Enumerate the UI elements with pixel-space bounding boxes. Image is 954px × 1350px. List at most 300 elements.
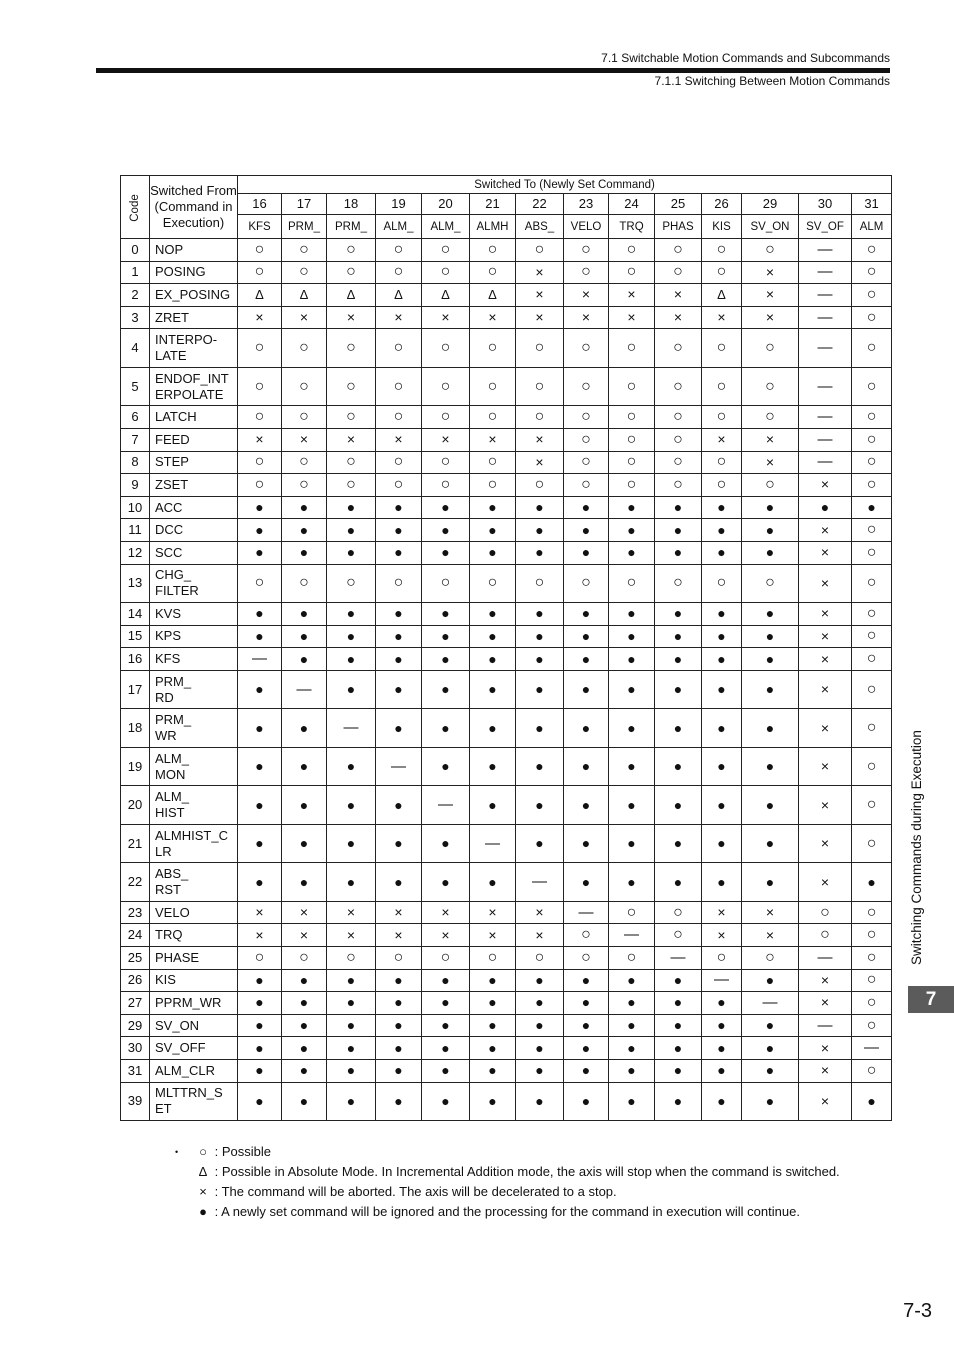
- filled-circle-icon: ●: [627, 796, 636, 813]
- possible-circle-icon: ○: [299, 453, 309, 471]
- table-cell: [422, 648, 470, 671]
- table-cell: [655, 625, 702, 648]
- table-cell: [852, 541, 892, 564]
- table-cell: [470, 625, 516, 648]
- table-cell: [609, 428, 655, 451]
- table-cell: [852, 969, 892, 992]
- table-cell: [852, 1082, 892, 1121]
- table-cell: [327, 924, 376, 947]
- cross-icon: ×: [535, 453, 544, 470]
- filled-circle-icon: ●: [394, 796, 403, 813]
- table-cell: [327, 1037, 376, 1060]
- table-cell: [852, 824, 892, 863]
- table-cell: [282, 428, 327, 451]
- table-cell: [799, 947, 852, 970]
- possible-circle-icon: ○: [581, 240, 591, 258]
- cross-icon: ×: [488, 904, 497, 921]
- filled-circle-icon: ●: [488, 873, 497, 890]
- filled-circle-icon: ●: [535, 521, 544, 538]
- to-name-header: ALMH: [470, 215, 516, 239]
- filled-circle-icon: ●: [581, 994, 591, 1011]
- filled-circle-icon: ●: [765, 499, 775, 516]
- filled-circle-icon: ●: [535, 681, 544, 698]
- table-cell: [655, 1037, 702, 1060]
- row-code: 1: [121, 261, 150, 284]
- possible-circle-icon: ○: [440, 377, 451, 395]
- filled-circle-icon: ●: [441, 1017, 450, 1034]
- table-cell: [609, 992, 655, 1015]
- filled-circle-icon: ●: [673, 521, 683, 538]
- table-cell: [799, 261, 852, 284]
- table-cell: [609, 603, 655, 626]
- filled-circle-icon: ●: [581, 971, 591, 988]
- row-code: 23: [121, 901, 150, 924]
- possible-circle-icon: ○: [581, 263, 591, 281]
- row-command-name: ZRET: [150, 306, 238, 329]
- table-cell: [470, 367, 516, 406]
- possible-circle-icon: ○: [673, 574, 683, 592]
- table-cell: [702, 428, 742, 451]
- table-cell: [564, 863, 609, 902]
- delta-icon: ∆: [488, 286, 497, 302]
- possible-circle-icon: ○: [581, 377, 591, 395]
- table-cell: [852, 901, 892, 924]
- filled-circle-icon: ●: [299, 521, 309, 538]
- cross-icon: ×: [255, 904, 264, 921]
- filled-circle-icon: ●: [627, 499, 636, 516]
- table-cell: [376, 474, 422, 497]
- table-row: [121, 924, 892, 947]
- filled-circle-icon: ●: [627, 650, 636, 667]
- row-code: 31: [121, 1059, 150, 1082]
- filled-circle-icon: ●: [488, 1039, 497, 1056]
- table-cell: [702, 306, 742, 329]
- table-cell: [422, 367, 470, 406]
- table-cell: [516, 863, 564, 902]
- dash-icon: —: [817, 430, 833, 448]
- filled-circle-icon: ●: [765, 971, 775, 988]
- table-cell: [327, 992, 376, 1015]
- table-cell: [376, 969, 422, 992]
- to-name-header: PRM_: [282, 215, 327, 239]
- cross-icon: ×: [820, 994, 830, 1011]
- dash-icon: —: [532, 873, 547, 891]
- filled-circle-icon: ●: [581, 1039, 591, 1056]
- table-cell: [702, 239, 742, 262]
- table-row: [121, 603, 892, 626]
- filled-circle-icon: ●: [765, 873, 775, 890]
- filled-circle-icon: ●: [717, 796, 726, 813]
- row-command-name: ALM_ MON: [150, 747, 238, 786]
- possible-circle-icon: ○: [254, 574, 265, 592]
- possible-circle-icon: ○: [299, 377, 309, 395]
- possible-circle-icon: ○: [866, 543, 877, 561]
- table-cell: [516, 625, 564, 648]
- filled-circle-icon: ●: [346, 1039, 356, 1056]
- cross-icon: ×: [765, 286, 775, 303]
- table-cell: [327, 1014, 376, 1037]
- filled-circle-icon: ●: [867, 873, 876, 890]
- table-cell: [282, 239, 327, 262]
- cross-icon: ×: [820, 835, 830, 852]
- table-cell: [609, 901, 655, 924]
- table-cell: [564, 541, 609, 564]
- possible-circle-icon: ○: [581, 475, 591, 493]
- to-name-header: ALM_: [422, 215, 470, 239]
- legend-item-ignored: [175, 1202, 840, 1222]
- table-cell: [238, 625, 282, 648]
- possible-circle-icon: ○: [534, 377, 545, 395]
- table-cell: [516, 541, 564, 564]
- table-row: [121, 261, 892, 284]
- table-cell: [564, 969, 609, 992]
- cross-icon: ×: [820, 476, 830, 493]
- filled-circle-icon: ●: [581, 681, 591, 698]
- table-cell: [516, 496, 564, 519]
- dash-icon: —: [817, 339, 833, 357]
- cross-icon: ×: [765, 926, 775, 943]
- table-cell: [609, 496, 655, 519]
- table-cell: [282, 924, 327, 947]
- filled-circle-icon: ●: [717, 544, 726, 561]
- to-code-header: 31: [852, 194, 892, 215]
- table-cell: [238, 1037, 282, 1060]
- row-command-name: TRQ: [150, 924, 238, 947]
- possible-circle-icon: ○: [581, 408, 591, 426]
- possible-circle-icon: ○: [765, 240, 775, 258]
- table-cell: [238, 564, 282, 603]
- filled-circle-icon: ●: [441, 1039, 450, 1056]
- filled-circle-icon: ●: [299, 1062, 309, 1079]
- table-cell: [742, 924, 799, 947]
- table-cell: [742, 1037, 799, 1060]
- filled-circle-icon: ●: [673, 971, 683, 988]
- table-cell: [327, 670, 376, 709]
- table-cell: [564, 603, 609, 626]
- table-cell: [376, 239, 422, 262]
- table-cell: [282, 625, 327, 648]
- table-cell: [655, 747, 702, 786]
- table-cell: [742, 1082, 799, 1121]
- cross-icon: ×: [581, 286, 591, 303]
- table-cell: [564, 1037, 609, 1060]
- table-cell: [282, 564, 327, 603]
- table-cell: [376, 625, 422, 648]
- filled-circle-icon: ●: [765, 544, 775, 561]
- cross-icon: ×: [820, 1062, 830, 1079]
- table-cell: [655, 428, 702, 451]
- cross-icon: ×: [820, 719, 830, 736]
- cross-icon: ×: [820, 605, 830, 622]
- filled-circle-icon: ●: [441, 521, 450, 538]
- table-cell: [327, 474, 376, 497]
- table-cell: [282, 474, 327, 497]
- table-row: [121, 992, 892, 1015]
- row-code: 17: [121, 670, 150, 709]
- filled-circle-icon: ●: [535, 1039, 544, 1056]
- table-cell: [516, 451, 564, 474]
- table-cell: [327, 901, 376, 924]
- cross-icon: ×: [441, 309, 450, 326]
- table-cell: [422, 564, 470, 603]
- possible-circle-icon: ○: [487, 574, 498, 592]
- filled-circle-icon: ●: [488, 1092, 497, 1109]
- possible-circle-icon: ○: [716, 339, 727, 357]
- legend-text: : Possible: [214, 1144, 271, 1159]
- table-cell: [470, 261, 516, 284]
- filled-circle-icon: ●: [346, 796, 356, 813]
- table-cell: [742, 519, 799, 542]
- to-code-header: 21: [470, 194, 516, 215]
- filled-circle-icon: ●: [441, 1062, 450, 1079]
- possible-circle-icon: ○: [534, 948, 545, 966]
- table-cell: [376, 306, 422, 329]
- filled-circle-icon: ●: [488, 719, 497, 736]
- table-cell: [376, 519, 422, 542]
- filled-circle-icon: ●: [581, 873, 591, 890]
- table-cell: [742, 428, 799, 451]
- to-name-header: PHAS: [655, 215, 702, 239]
- table-cell: [799, 648, 852, 671]
- table-cell: [327, 284, 376, 307]
- table-cell: [470, 519, 516, 542]
- table-cell: [238, 648, 282, 671]
- table-cell: [327, 648, 376, 671]
- filled-circle-icon: ●: [255, 835, 264, 852]
- table-cell: [238, 863, 282, 902]
- dash-icon: —: [391, 757, 406, 775]
- filled-circle-icon: ●: [299, 1017, 309, 1034]
- table-row: [121, 1014, 892, 1037]
- filled-circle-icon: ●: [673, 544, 683, 561]
- table-cell: [655, 1059, 702, 1082]
- filled-circle-icon: ●: [581, 758, 591, 775]
- possible-circle-icon: ○: [866, 948, 877, 966]
- table-cell: [238, 670, 282, 709]
- possible-circle-icon: ○: [393, 453, 404, 471]
- possible-circle-icon: ○: [673, 475, 683, 493]
- table-cell: [376, 428, 422, 451]
- row-code: 25: [121, 947, 150, 970]
- legend-item-possible: [175, 1142, 840, 1162]
- table-cell: [742, 863, 799, 902]
- table-cell: [516, 947, 564, 970]
- possible-circle-icon: ○: [673, 453, 683, 471]
- row-command-name: PPRM_WR: [150, 992, 238, 1015]
- filled-circle-icon: ●: [581, 1062, 591, 1079]
- table-cell: [327, 239, 376, 262]
- table-cell: [564, 306, 609, 329]
- to-code-header: 30: [799, 194, 852, 215]
- table-cell: [516, 709, 564, 748]
- filled-circle-icon: ●: [346, 521, 356, 538]
- possible-circle-icon: ○: [393, 475, 404, 493]
- possible-circle-icon: ○: [866, 285, 877, 303]
- table-cell: [702, 519, 742, 542]
- table-cell: [852, 603, 892, 626]
- table-cell: [282, 947, 327, 970]
- table-cell: [702, 474, 742, 497]
- dash-icon: —: [817, 308, 833, 326]
- cross-icon: ×: [441, 926, 450, 943]
- row-command-name: DCC: [150, 519, 238, 542]
- table-cell: [702, 709, 742, 748]
- table-row: [121, 969, 892, 992]
- filled-circle-icon: ●: [488, 796, 497, 813]
- table-row: [121, 1037, 892, 1060]
- possible-circle-icon: ○: [393, 948, 404, 966]
- table-cell: [327, 519, 376, 542]
- to-code-header: 20: [422, 194, 470, 215]
- cross-icon: ×: [535, 904, 544, 921]
- header-rule: [96, 68, 890, 73]
- filled-circle-icon: ●: [346, 681, 356, 698]
- table-cell: [422, 947, 470, 970]
- filled-circle-icon: ●: [441, 994, 450, 1011]
- cross-icon: ×: [346, 926, 356, 943]
- table-cell: [238, 474, 282, 497]
- dash-icon: —: [296, 680, 312, 698]
- cross-icon: ×: [820, 971, 830, 988]
- table-row: [121, 824, 892, 863]
- table-cell: [376, 1059, 422, 1082]
- filled-circle-icon: ●: [673, 1092, 683, 1109]
- possible-circle-icon: ○: [866, 993, 877, 1011]
- filled-circle-icon: ●: [717, 719, 726, 736]
- table-cell: [516, 306, 564, 329]
- table-cell: [799, 428, 852, 451]
- table-cell: [470, 428, 516, 451]
- table-row: [121, 474, 892, 497]
- table-cell: [852, 709, 892, 748]
- table-cell: [327, 306, 376, 329]
- filled-circle-icon: ●: [765, 521, 775, 538]
- table-cell: [609, 1037, 655, 1060]
- filled-circle-icon: ●: [581, 1017, 591, 1034]
- table-cell: [799, 329, 852, 368]
- table-cell: [609, 367, 655, 406]
- possible-circle-icon: ○: [765, 948, 775, 966]
- table-cell: [564, 625, 609, 648]
- filled-circle-icon: ●: [627, 1017, 636, 1034]
- row-code: 8: [121, 451, 150, 474]
- cross-icon: ×: [535, 286, 544, 303]
- possible-circle-icon: ○: [673, 377, 683, 395]
- table-cell: [564, 284, 609, 307]
- cross-icon: ×: [394, 904, 403, 921]
- filled-circle-icon: ●: [394, 627, 403, 644]
- filled-circle-icon: ●: [394, 681, 403, 698]
- table-cell: [376, 947, 422, 970]
- table-cell: [516, 1037, 564, 1060]
- cross-icon: ×: [488, 431, 497, 448]
- table-cell: [742, 451, 799, 474]
- filled-circle-icon: ●: [299, 544, 309, 561]
- possible-circle-icon: ○: [765, 408, 775, 426]
- dash-icon: —: [252, 650, 267, 668]
- table-row: [121, 519, 892, 542]
- possible-circle-icon: ○: [820, 903, 830, 921]
- row-code: 30: [121, 1037, 150, 1060]
- table-cell: [799, 474, 852, 497]
- row-command-name: PRM_ WR: [150, 709, 238, 748]
- table-cell: [655, 451, 702, 474]
- table-cell: [516, 1082, 564, 1121]
- to-name-header: PRM_: [327, 215, 376, 239]
- table-cell: [516, 648, 564, 671]
- table-cell: [327, 747, 376, 786]
- to-name-header: TRQ: [609, 215, 655, 239]
- circle-icon: ○: [199, 1144, 207, 1159]
- possible-circle-icon: ○: [866, 377, 877, 395]
- table-cell: [702, 1059, 742, 1082]
- table-cell: [742, 1014, 799, 1037]
- table-cell: [376, 992, 422, 1015]
- table-cell: [702, 367, 742, 406]
- table-cell: [564, 992, 609, 1015]
- table-cell: [742, 969, 799, 992]
- table-cell: [609, 924, 655, 947]
- to-code-header: 17: [282, 194, 327, 215]
- legend-item-absolute: [175, 1162, 840, 1182]
- table-cell: [564, 261, 609, 284]
- table-cell: [852, 992, 892, 1015]
- table-cell: [702, 901, 742, 924]
- possible-circle-icon: ○: [487, 475, 498, 493]
- table-cell: [282, 367, 327, 406]
- filled-circle-icon: ●: [535, 499, 544, 516]
- possible-circle-icon: ○: [487, 948, 498, 966]
- possible-circle-icon: ○: [440, 339, 451, 357]
- cross-icon: ×: [255, 309, 264, 326]
- filled-circle-icon: ●: [488, 605, 497, 622]
- filled-circle-icon: ●: [346, 605, 356, 622]
- table-cell: [564, 709, 609, 748]
- table-cell: [799, 564, 852, 603]
- table-cell: [609, 747, 655, 786]
- filled-circle-icon: ●: [255, 1062, 264, 1079]
- row-command-name: ALM_CLR: [150, 1059, 238, 1082]
- table-cell: [702, 541, 742, 564]
- row-command-name: KVS: [150, 603, 238, 626]
- filled-circle-icon: ●: [627, 873, 636, 890]
- dash-icon: —: [817, 1016, 833, 1034]
- cross-icon: ×: [627, 309, 636, 326]
- table-cell: [282, 992, 327, 1015]
- cross-icon: ×: [820, 521, 830, 538]
- table-cell: [238, 406, 282, 429]
- cross-icon: ×: [346, 309, 356, 326]
- row-code: 26: [121, 969, 150, 992]
- table-cell: [742, 406, 799, 429]
- table-cell: [376, 747, 422, 786]
- filled-circle-icon: ●: [255, 971, 264, 988]
- table-cell: [376, 329, 422, 368]
- possible-circle-icon: ○: [866, 971, 877, 989]
- possible-circle-icon: ○: [346, 574, 356, 592]
- table-cell: [327, 367, 376, 406]
- row-code: 2: [121, 284, 150, 307]
- table-cell: [516, 747, 564, 786]
- filled-circle-icon: ●: [717, 499, 726, 516]
- table-cell: [742, 901, 799, 924]
- table-cell: [655, 519, 702, 542]
- table-cell: [852, 747, 892, 786]
- table-cell: [799, 603, 852, 626]
- table-cell: [799, 901, 852, 924]
- filled-circle-icon: ●: [488, 544, 497, 561]
- filled-circle-icon: ●: [488, 650, 497, 667]
